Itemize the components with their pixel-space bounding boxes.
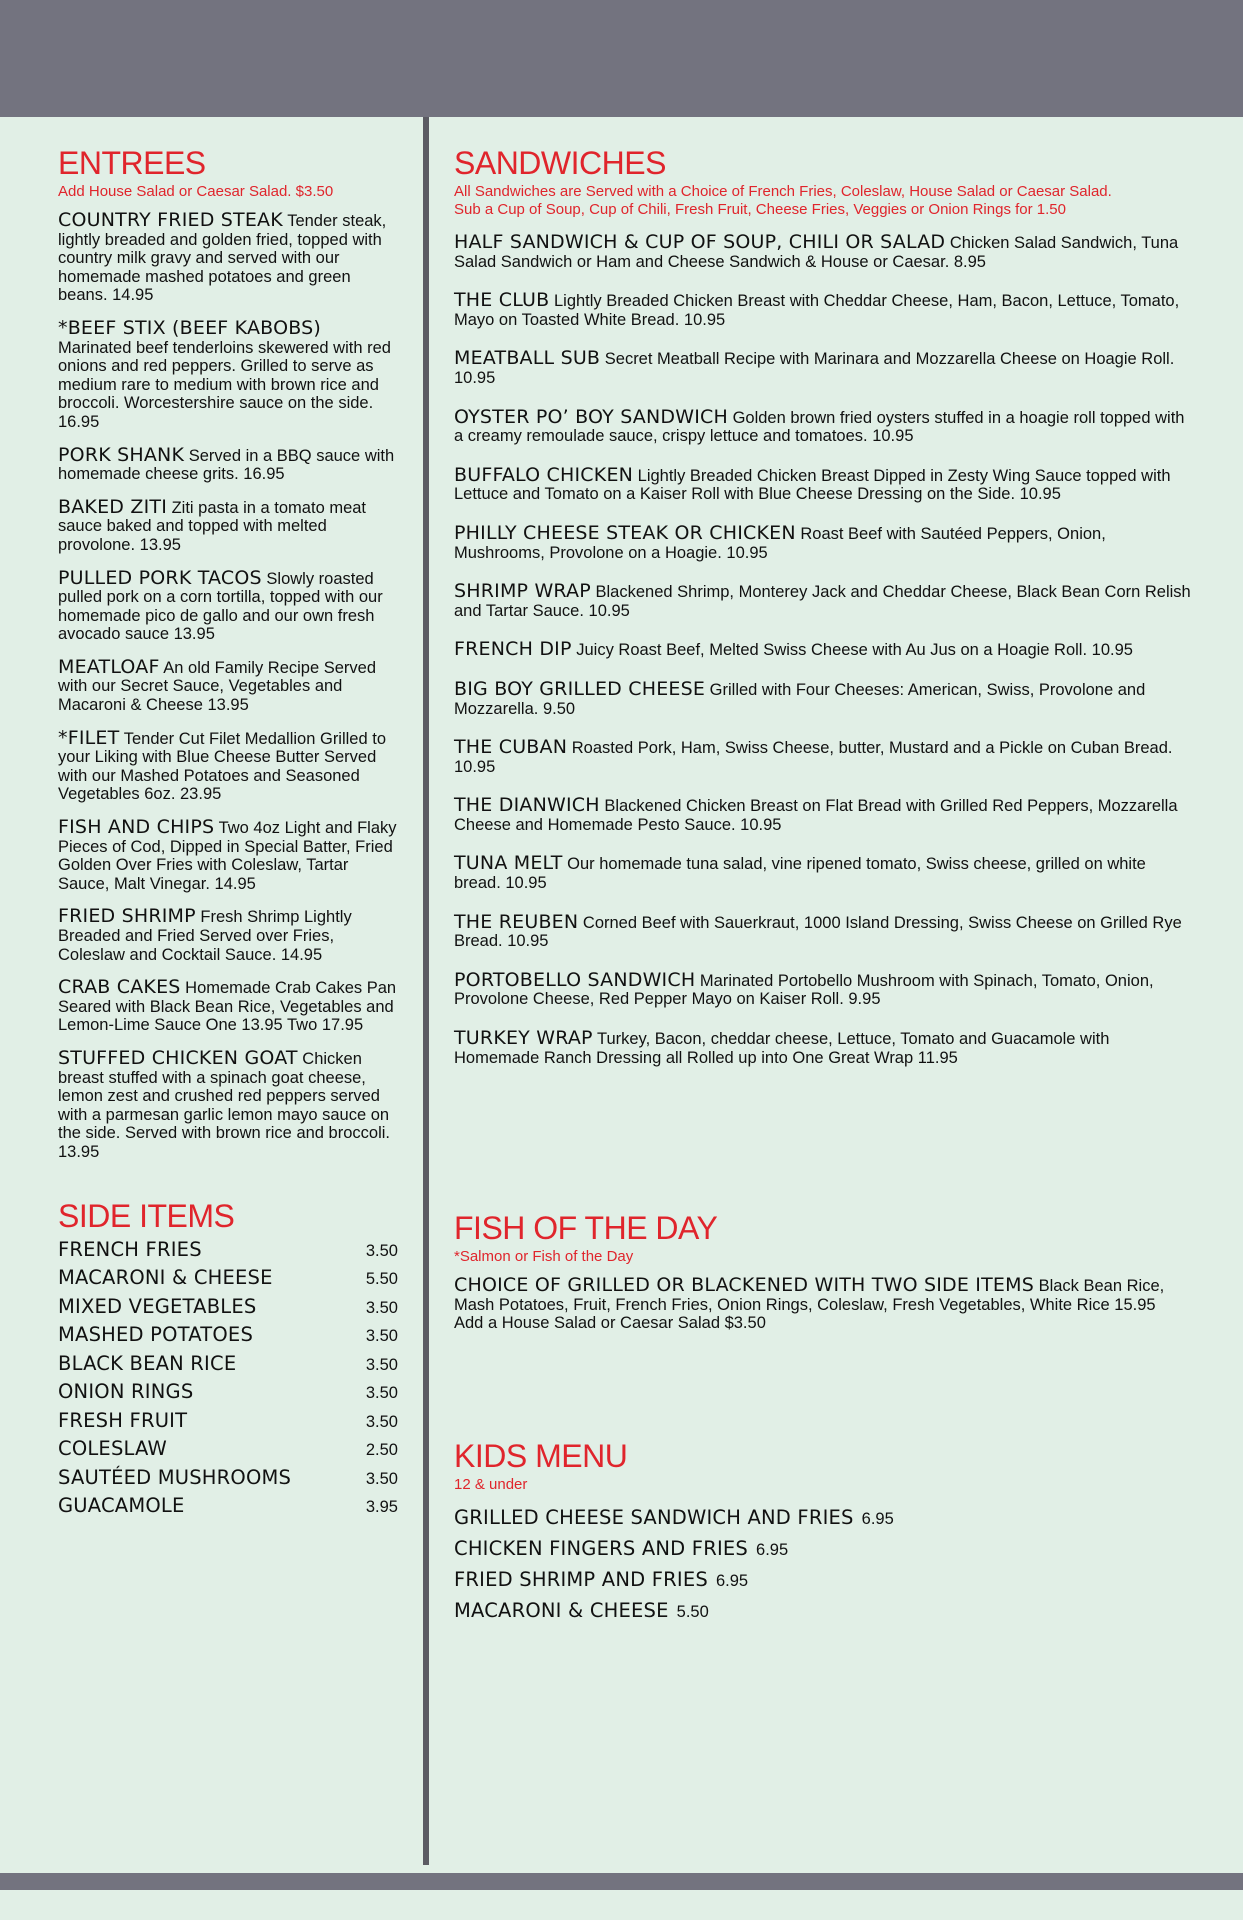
menu-item bbox=[58, 978, 398, 1035]
menu-item-name: *BEEF STIX (BEEF KABOBS) bbox=[58, 316, 322, 339]
menu-item bbox=[58, 316, 398, 432]
sandwiches-section bbox=[454, 145, 1194, 1067]
menu-item bbox=[454, 349, 1194, 387]
menu-item-description: Tender steak, lightly breaded and golden fried, topped with country milk gravy and served with our homemade mashed potatoes and green beans. 14.95 bbox=[58, 212, 387, 305]
menu-item-name: FRENCH DIP bbox=[454, 638, 572, 661]
menu-item bbox=[58, 211, 398, 305]
fish-subtitle: *Salmon or Fish of the Day bbox=[454, 1248, 634, 1265]
left-column bbox=[58, 145, 398, 1523]
kids-item-price: 6.95 bbox=[756, 1541, 789, 1559]
menu-item bbox=[58, 1046, 398, 1162]
kids-item-price: 6.95 bbox=[715, 1572, 749, 1590]
side-items-list bbox=[58, 1238, 398, 1523]
menu-item-description: An old Family Recipe Served with our Secret Sauce, Vegetables and Macaroni & Cheese 13.95 bbox=[58, 658, 377, 715]
menu-item-description: Lightly Breaded Chicken Breast with Cheddar Cheese, Ham, Bacon, Lettuce, Tomato, Mayo on Toasted White Bread. 10.95 bbox=[454, 292, 1180, 329]
menu-item-name: SHRIMP WRAP bbox=[454, 580, 591, 603]
menu-item-name: PORK SHANK bbox=[58, 443, 185, 466]
menu-item-name: COUNTRY FRIED STEAK bbox=[58, 209, 283, 231]
menu-item-description: Roasted Pork, Ham, Swiss Cheese, butter, Mustard and a Pickle on Cuban Bread. 10.95 bbox=[454, 739, 1173, 776]
menu-item-description: Tender Cut Filet Medallion Grilled to your Liking with Blue Cheese Butter Served with our Mashed Potatoes and Seasoned Vegetables 6oz. 23.95 bbox=[58, 729, 387, 804]
kids-item-row bbox=[454, 1537, 1194, 1568]
menu-item-name: OYSTER PO’ BOY SANDWICH bbox=[454, 405, 728, 428]
menu-item bbox=[454, 1029, 1194, 1067]
menu-item-description: Ziti pasta in a tomato meat sauce baked and topped with melted provolone. 13.95 bbox=[58, 498, 367, 554]
menu-item-name: HALF SANDWICH & CUP OF SOUP, CHILI OR SALAD bbox=[454, 231, 946, 253]
side-item-name: ONION RINGS bbox=[58, 1380, 194, 1404]
side-item-row bbox=[58, 1380, 398, 1409]
side-item-price: 3.50 bbox=[365, 1241, 398, 1260]
sandwiches-subtitle bbox=[454, 183, 1194, 219]
side-item-row bbox=[58, 1352, 398, 1381]
menu-item-name: THE DIANWICH bbox=[454, 794, 600, 817]
kids-item-name: FRIED SHRIMP AND FRIES bbox=[454, 1568, 708, 1591]
side-item-price: 3.95 bbox=[365, 1498, 398, 1517]
menu-item bbox=[58, 726, 398, 804]
header-bar bbox=[0, 0, 1243, 117]
side-item-price: 3.50 bbox=[365, 1327, 398, 1346]
fish-item-name: CHOICE OF GRILLED OR BLACKENED WITH TWO SIDE ITEMS bbox=[454, 1274, 1034, 1296]
menu-item bbox=[454, 291, 1194, 329]
menu-item bbox=[58, 655, 398, 715]
menu-item bbox=[454, 640, 1194, 660]
side-item-name: COLESLAW bbox=[58, 1437, 167, 1461]
fish-item-desc: Black Bean Rice, Mash Potatoes, Fruit, French Fries, Onion Rings, Coleslaw, Fresh Vegetables, White Rice 15.95 bbox=[454, 1277, 1165, 1314]
menu-item-description: Blackened Chicken Breast on Flat Bread with Grilled Red Peppers, Mozzarella Cheese and Homemade Pesto Sauce. 10.95 bbox=[454, 797, 1178, 834]
side-item-price: 3.50 bbox=[365, 1469, 398, 1488]
kids-item-row bbox=[454, 1568, 1194, 1599]
menu-item-name: PHILLY CHEESE STEAK OR CHICKEN bbox=[454, 521, 796, 544]
sandwiches-list bbox=[454, 233, 1194, 1067]
menu-item-name: TURKEY WRAP bbox=[454, 1027, 593, 1050]
menu-item-description: Slowly roasted pulled pork on a corn tortilla, topped with our homemade pico de gallo and our own fresh avocado sauce 13.95 bbox=[58, 569, 383, 644]
menu-item bbox=[454, 738, 1194, 776]
menu-item-name: TUNA MELT bbox=[454, 852, 563, 875]
side-item-name: MACARONI & CHEESE bbox=[58, 1266, 273, 1290]
side-item-name: BLACK BEAN RICE bbox=[58, 1351, 237, 1375]
menu-item-description: Grilled with Four Cheeses: American, Swiss, Provolone and Mozzarella. 9.50 bbox=[454, 680, 1146, 718]
menu-item-name: BAKED ZITI bbox=[58, 495, 167, 518]
menu-item-description: Fresh Shrimp Lightly Breaded and Fried Served over Fries, Coleslaw and Cocktail Sauce. 14.95 bbox=[58, 908, 352, 964]
menu-item-name: MEATLOAF bbox=[58, 655, 160, 678]
side-item-price: 2.50 bbox=[365, 1441, 398, 1460]
menu-item bbox=[58, 907, 398, 964]
side-item-row bbox=[58, 1466, 398, 1495]
side-item-price: 3.50 bbox=[365, 1298, 398, 1317]
menu-item-description: Blackened Shrimp, Monterey Jack and Cheddar Cheese, Black Bean Corn Relish and Tartar Sauce. 10.95 bbox=[454, 583, 1191, 620]
side-item-row bbox=[58, 1437, 398, 1466]
side-item-row bbox=[58, 1266, 398, 1295]
menu-item-name: THE REUBEN bbox=[454, 910, 579, 933]
menu-item-description: Served in a BBQ sauce with homemade cheese grits. 16.95 bbox=[58, 446, 395, 484]
entrees-section bbox=[58, 145, 398, 1162]
menu-item-name: FRIED SHRIMP bbox=[58, 905, 196, 928]
menu-item-name: THE CUBAN bbox=[454, 736, 568, 759]
menu-item bbox=[58, 818, 398, 893]
menu-item bbox=[58, 443, 398, 484]
fish-note: Add a House Salad or Caesar Salad $3.50 bbox=[454, 1314, 766, 1333]
menu-item bbox=[454, 796, 1194, 834]
menu-item-description: Homemade Crab Cakes Pan Seared with Black Bean Rice, Vegetables and Lemon-Lime Sauce One 13.95 Two 17.95 bbox=[58, 979, 397, 1035]
entrees-title: ENTREES bbox=[58, 145, 206, 181]
menu-item-description: Our homemade tuna salad, vine ripened tomato, Swiss cheese, grilled on white bread. 10.95 bbox=[454, 855, 1146, 893]
menu-item bbox=[454, 582, 1194, 620]
menu-item bbox=[58, 495, 398, 555]
kids-item-row bbox=[454, 1506, 1194, 1537]
menu-item-name: STUFFED CHICKEN GOAT bbox=[58, 1046, 298, 1069]
column-divider bbox=[423, 117, 429, 1865]
side-items-section bbox=[58, 1198, 398, 1523]
side-item-price: 3.50 bbox=[365, 1355, 398, 1374]
sandwiches-subtitle-line-2: Sub a Cup of Soup, Cup of Chili, Fresh Fruit, Cheese Fries, Veggies or Onion Rings for 1.50 bbox=[454, 201, 1066, 218]
fish-item bbox=[454, 1276, 1194, 1314]
menu-item-name: *FILET bbox=[58, 726, 120, 749]
menu-item-description: Secret Meatball Recipe with Marinara and Mozzarella Cheese on Hoagie Roll. 10.95 bbox=[454, 350, 1175, 387]
menu-item-name: MEATBALL SUB bbox=[454, 347, 601, 370]
sandwiches-title: SANDWICHES bbox=[454, 145, 666, 181]
kids-item-row bbox=[454, 1599, 1194, 1630]
kids-item-name: MACARONI & CHEESE bbox=[454, 1599, 669, 1622]
side-item-name: MIXED VEGETABLES bbox=[58, 1294, 257, 1318]
side-item-price: 3.50 bbox=[365, 1412, 398, 1431]
side-item-name: MASHED POTATOES bbox=[58, 1323, 254, 1347]
menu-item bbox=[454, 854, 1194, 892]
side-items-title: SIDE ITEMS bbox=[58, 1197, 235, 1234]
menu-item-description: Turkey, Bacon, cheddar cheese, Lettuce, Tomato and Guacamole with Homemade Ranch Dressing all Rolled up into One Great Wrap 11.95 bbox=[454, 1030, 1110, 1067]
side-item-row bbox=[58, 1238, 398, 1267]
menu-item bbox=[454, 521, 1194, 562]
menu-item-description: Marinated beef tenderloins skewered with red onions and red peppers. Grilled to serve as medium rare to medium with brown rice and broccoli. Worcestershire sauce on the side. 16.95 bbox=[58, 338, 391, 431]
menu-item bbox=[454, 463, 1194, 504]
side-item-name: FRENCH FRIES bbox=[58, 1237, 202, 1261]
menu-item bbox=[454, 233, 1194, 271]
fish-title: FISH OF THE DAY bbox=[454, 1210, 718, 1246]
menu-item bbox=[454, 677, 1194, 718]
menu-item bbox=[58, 566, 398, 644]
menu-item-description: Marinated Portobello Mushroom with Spinach, Tomato, Onion, Provolone Cheese, Red Pepper Mayo on Kaiser Roll. 9.95 bbox=[454, 971, 1154, 1009]
side-item-row bbox=[58, 1409, 398, 1438]
menu-item-name: CRAB CAKES bbox=[58, 976, 181, 999]
menu-item-description: Chicken Salad Sandwich, Tuna Salad Sandwich or Ham and Cheese Sandwich & House or Caesar. 8.95 bbox=[454, 234, 1179, 271]
kids-menu-section bbox=[454, 1438, 1194, 1630]
kids-item-price: 6.95 bbox=[861, 1510, 894, 1528]
entrees-list bbox=[58, 211, 398, 1162]
side-item-name: SAUTÉED MUSHROOMS bbox=[58, 1465, 292, 1489]
menu-item-description: Two 4oz Light and Flaky Pieces of Cod, Dipped in Special Batter, Fried Golden Over Fries with Coleslaw, Tartar Sauce, Malt Vinegar. 14.95 bbox=[58, 819, 397, 893]
side-item-row bbox=[58, 1323, 398, 1352]
side-item-price: 3.50 bbox=[365, 1384, 398, 1403]
kids-item-name: GRILLED CHEESE SANDWICH AND FRIES bbox=[454, 1506, 854, 1529]
menu-item-name: PORTOBELLO SANDWICH bbox=[454, 968, 696, 991]
footer-bar bbox=[0, 1873, 1243, 1890]
menu-item-name: BIG BOY GRILLED CHEESE bbox=[454, 677, 706, 700]
kids-list bbox=[454, 1506, 1194, 1630]
side-item-name: GUACAMOLE bbox=[58, 1494, 185, 1518]
menu-item-description: Lightly Breaded Chicken Breast Dipped in Zesty Wing Sauce topped with Lettuce and Tomato on a Kaiser Roll with Blue Cheese Dressing on the Side. 10.95 bbox=[454, 466, 1171, 504]
menu-item-description: Golden brown fried oysters stuffed in a hoagie roll topped with a creamy remoulade sauce, crispy lettuce and tomatoes. 10.95 bbox=[454, 408, 1185, 446]
right-column bbox=[454, 145, 1194, 1622]
kids-item-price: 5.50 bbox=[676, 1603, 709, 1621]
side-item-price: 5.50 bbox=[365, 1270, 398, 1289]
side-item-row bbox=[58, 1494, 398, 1523]
kids-item-name: CHICKEN FINGERS AND FRIES bbox=[454, 1537, 749, 1560]
menu-item-name: THE CLUB bbox=[454, 289, 550, 312]
menu-item-description: Roast Beef with Sautéed Peppers, Onion, Mushrooms, Provolone on a Hoagie. 10.95 bbox=[454, 524, 1106, 562]
menu-item-name: PULLED PORK TACOS bbox=[58, 566, 262, 589]
menu-item bbox=[454, 968, 1194, 1009]
menu-item-description: Chicken breast stuffed with a spinach goat cheese, lemon zest and crushed red peppers served with a parmesan garlic lemon mayo sauce on the side. Served with brown rice and broccoli. 13.95 bbox=[58, 1049, 390, 1161]
sandwiches-subtitle-line-1: All Sandwiches are Served with a Choice of French Fries, Coleslaw, House Salad or Caesar Salad. bbox=[454, 183, 1112, 200]
menu-item-name: FISH AND CHIPS bbox=[58, 816, 215, 839]
menu-item-name: BUFFALO CHICKEN bbox=[454, 463, 634, 486]
menu-item bbox=[454, 405, 1194, 446]
entrees-subtitle: Add House Salad or Caesar Salad. $3.50 bbox=[58, 183, 334, 200]
kids-subtitle: 12 & under bbox=[454, 1476, 528, 1493]
side-item-row bbox=[58, 1295, 398, 1324]
menu-item bbox=[454, 910, 1194, 951]
menu-item-description: Corned Beef with Sauerkraut, 1000 Island Dressing, Swiss Cheese on Grilled Rye Bread. 10.95 bbox=[454, 913, 1182, 951]
menu-item-description: Juicy Roast Beef, Melted Swiss Cheese with Au Jus on a Hoagie Roll. 10.95 bbox=[571, 641, 1133, 660]
side-item-name: FRESH FRUIT bbox=[58, 1408, 188, 1432]
kids-title: KIDS MENU bbox=[454, 1438, 628, 1474]
fish-of-the-day-section bbox=[454, 1210, 1194, 1353]
